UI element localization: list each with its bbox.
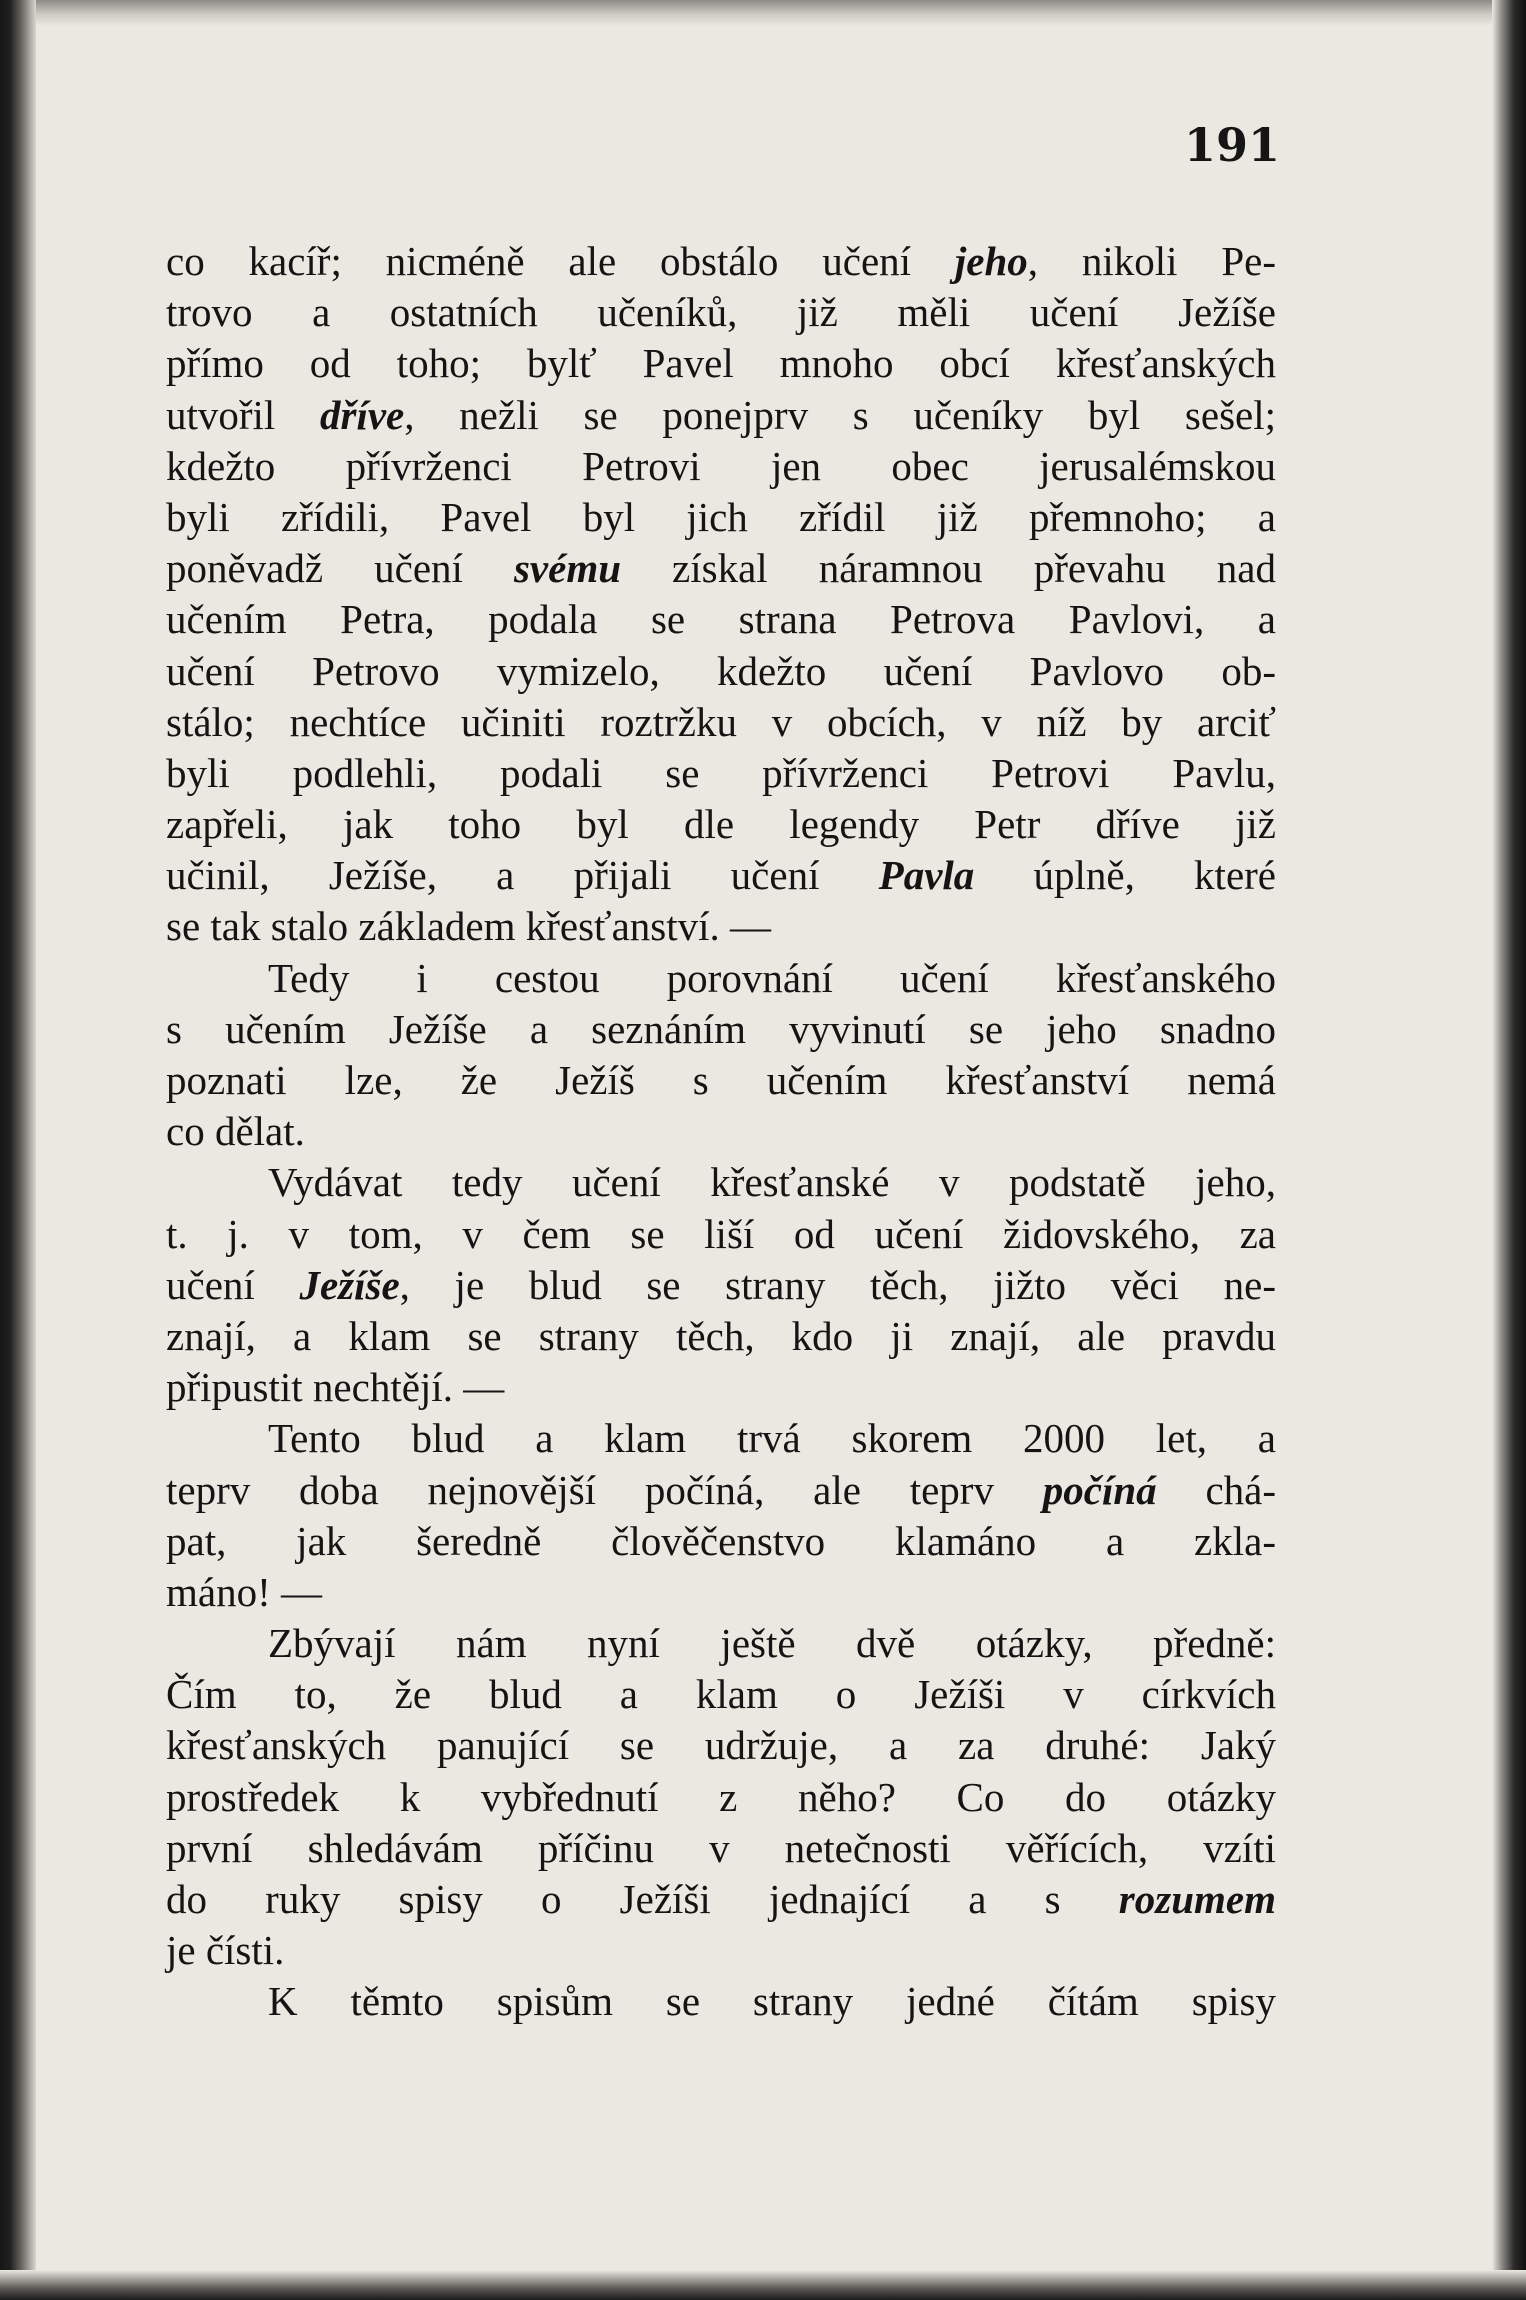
text-line: pat, jak šeredně člověčenstvo klamáno a zkla- [166,1517,1276,1564]
text-line: byli zřídili, Pavel byl jich zřídil již přemnoho; a [166,493,1276,540]
text-line: je čísti. [166,1927,285,1974]
emphasized-word: Ježíše [299,1261,400,1308]
text-line: utvořil dříve, nežli se ponejprv s učeníky byl sešel; [166,391,1276,438]
paragraph [166,1157,1276,1413]
scan-edge-left [0,0,36,2300]
text-line: učení Petrovo vymizelo, kdežto učení Pavlovo ob- [166,647,1276,694]
text-line: učením Petra, podala se strana Petrova Pavlovi, a [166,596,1276,643]
text-line: Čím to, že blud a klam o Ježíši v církvích [166,1671,1276,1718]
text-line: se tak stalo základem křesťanství. — [166,903,772,950]
text-line: máno! — [166,1568,322,1615]
text-line: do ruky spisy o Ježíši jednající a s rozumem [166,1876,1276,1922]
text-line: Zbývají nám nyní ještě dvě otázky, předně: [268,1620,1276,1667]
text-line: kdežto přívrženci Petrovi jen obec jerusalémskou [166,442,1276,489]
paragraph [166,1976,1276,2027]
text-line: stálo; nechtíce učiniti roztržku v obcích, v níž by arciť [166,698,1276,745]
text-line: poznati lze, že Ježíš s učením křesťanství nemá [166,1057,1276,1103]
text-line: křesťanských panující se udržuje, a za druhé: Jaký [166,1722,1276,1769]
text-line: teprv doba nejnovější počíná, ale teprv počíná chá- [166,1466,1276,1513]
text-line: t. j. v tom, v čem se liší od učení židovského, za [166,1210,1276,1257]
page-number: 191 [1183,118,1280,172]
paragraph [166,236,1276,953]
emphasized-word: dříve [320,391,405,438]
emphasized-word: svému [513,545,622,592]
text-line: první shledávám příčinu v netečnosti věřících, vzíti [166,1824,1276,1871]
paragraph [166,953,1276,1158]
emphasized-word: rozumem [1118,1876,1276,1922]
emphasized-word: Pavla [878,852,975,899]
paragraph [166,1413,1276,1618]
text-line: učení Ježíše, je blud se strany těch, jižto věci ne- [166,1261,1276,1308]
text-line: trovo a ostatních učeníků, již měli učení Ježíše [166,289,1276,336]
scan-edge-right [1492,0,1526,2300]
text-line: prostředek k vybřednutí z něho? Co do otázky [166,1773,1276,1820]
body-text [166,236,1276,2028]
text-line: připustit nechtějí. — [166,1364,505,1411]
text-line: K těmto spisům se strany jedné čítám spisy [268,1978,1276,2025]
text-line: s učením Ježíše a seznáním vyvinutí se jeho snadno [166,1005,1276,1052]
text-line: zapřeli, jak toho byl dle legendy Petr dříve již [166,801,1276,848]
text-line: Tedy i cestou porovnání učení křesťanského [268,954,1276,1001]
text-line: co dělat. [166,1108,305,1155]
scan-edge-top [0,0,1526,26]
text-line: přímo od toho; bylť Pavel mnoho obcí křesťanských [166,340,1276,387]
text-line: učinil, Ježíše, a přijali učení Pavla úplně, které [166,852,1276,899]
scan-edge-bottom [0,2270,1526,2300]
emphasized-word: jeho [954,238,1028,284]
text-line: Vydávat tedy učení křesťanské v podstatě jeho, [268,1159,1276,1206]
text-line: byli podlehli, podali se přívrženci Petrovi Pavlu, [166,749,1276,796]
text-line: poněvadž učení svému získal náramnou převahu nad [166,545,1276,592]
paragraph [166,1618,1276,1976]
emphasized-word: počíná [1042,1466,1157,1513]
text-line: Tento blud a klam trvá skorem 2000 let, a [268,1415,1276,1462]
text-line: co kacíř; nicméně ale obstálo učení jeho, nikoli Pe- [166,238,1276,284]
text-line: znají, a klam se strany těch, kdo ji znají, ale pravdu [166,1312,1276,1359]
